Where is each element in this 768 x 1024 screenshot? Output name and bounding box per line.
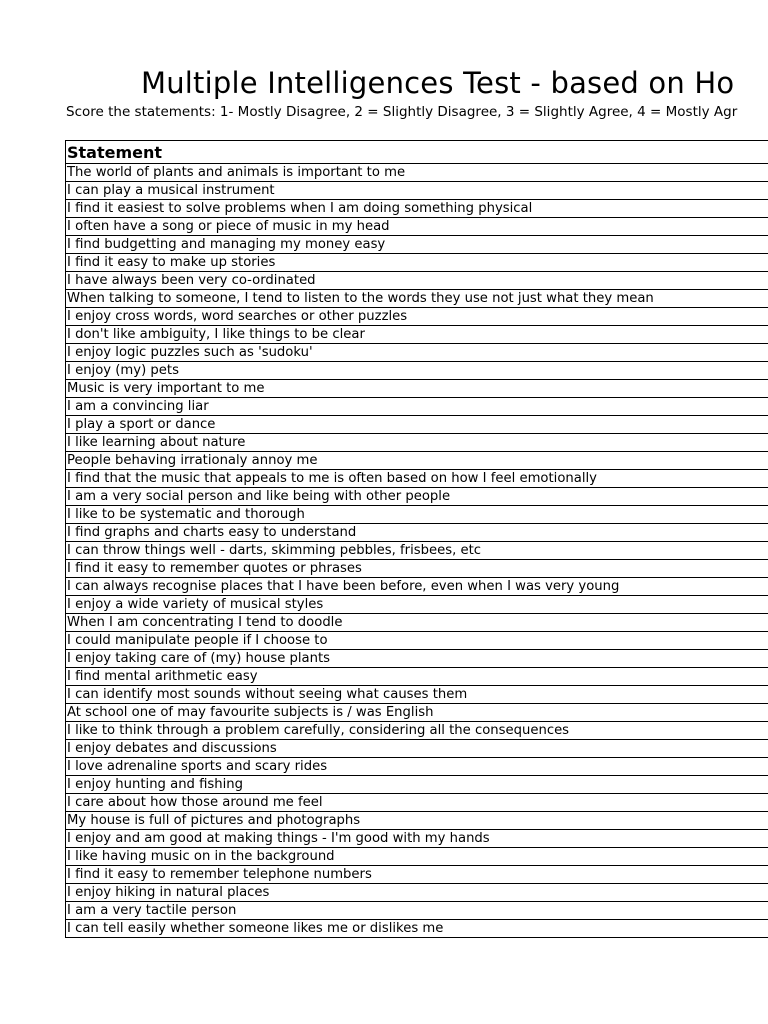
statement-cell: I find graphs and charts easy to understand <box>66 524 768 542</box>
statement-column-header: Statement <box>66 141 768 164</box>
statement-cell: When talking to someone, I tend to listen to the words they use not just what they mean <box>66 290 768 308</box>
table-row <box>66 722 768 740</box>
table-row <box>66 416 768 434</box>
table-row <box>66 164 768 182</box>
statement-cell: I like learning about nature <box>66 434 768 452</box>
statement-cell: I play a sport or dance <box>66 416 768 434</box>
table-row <box>66 704 768 722</box>
scoring-instructions: Score the statements: 1- Mostly Disagree, 2 = Slightly Disagree, 3 = Slightly Agree, 4 = Mostly Agr <box>66 104 738 120</box>
statement-cell: I am a very social person and like being with other people <box>66 488 768 506</box>
statement-cell: I enjoy cross words, word searches or other puzzles <box>66 308 768 326</box>
table-row <box>66 578 768 596</box>
statement-cell: I find mental arithmetic easy <box>66 668 768 686</box>
table-row <box>66 902 768 920</box>
statement-cell: I enjoy debates and discussions <box>66 740 768 758</box>
statement-cell: I enjoy hunting and fishing <box>66 776 768 794</box>
table-row <box>66 560 768 578</box>
table-row <box>66 344 768 362</box>
table-header-row <box>66 141 768 164</box>
statement-cell: I find that the music that appeals to me is often based on how I feel emotionally <box>66 470 768 488</box>
table-row <box>66 380 768 398</box>
statement-cell: Music is very important to me <box>66 380 768 398</box>
statement-rows <box>66 164 768 938</box>
statement-cell: I enjoy (my) pets <box>66 362 768 380</box>
table-row <box>66 290 768 308</box>
statement-cell: I enjoy hiking in natural places <box>66 884 768 902</box>
statement-cell: I can play a musical instrument <box>66 182 768 200</box>
table-row <box>66 182 768 200</box>
table-row <box>66 614 768 632</box>
statement-cell: I find it easiest to solve problems when I am doing something physical <box>66 200 768 218</box>
statement-cell: I find it easy to remember quotes or phrases <box>66 560 768 578</box>
statement-cell: I enjoy logic puzzles such as 'sudoku' <box>66 344 768 362</box>
table-row <box>66 542 768 560</box>
statement-table <box>65 140 768 938</box>
table-row <box>66 326 768 344</box>
statement-cell: I enjoy taking care of (my) house plants <box>66 650 768 668</box>
statement-cell: The world of plants and animals is important to me <box>66 164 768 182</box>
table-row <box>66 884 768 902</box>
table-row <box>66 596 768 614</box>
table-row <box>66 848 768 866</box>
statement-cell: I could manipulate people if I choose to <box>66 632 768 650</box>
statement-cell: I find budgetting and managing my money easy <box>66 236 768 254</box>
statement-cell: At school one of may favourite subjects is / was English <box>66 704 768 722</box>
statement-cell: I am a very tactile person <box>66 902 768 920</box>
statement-cell: I can throw things well - darts, skimming pebbles, frisbees, etc <box>66 542 768 560</box>
table-row <box>66 758 768 776</box>
table-row <box>66 272 768 290</box>
table-row <box>66 470 768 488</box>
statement-cell: I care about how those around me feel <box>66 794 768 812</box>
statement-cell: I like to be systematic and thorough <box>66 506 768 524</box>
table-row <box>66 830 768 848</box>
statement-cell: I often have a song or piece of music in my head <box>66 218 768 236</box>
table-row <box>66 794 768 812</box>
statement-cell: My house is full of pictures and photographs <box>66 812 768 830</box>
statement-cell: I enjoy a wide variety of musical styles <box>66 596 768 614</box>
statement-cell: I enjoy and am good at making things - I'm good with my hands <box>66 830 768 848</box>
table-row <box>66 740 768 758</box>
table-row <box>66 650 768 668</box>
table-row <box>66 920 768 938</box>
table-row <box>66 434 768 452</box>
table-row <box>66 236 768 254</box>
table-row <box>66 254 768 272</box>
statement-cell: I find it easy to make up stories <box>66 254 768 272</box>
statement-cell: I find it easy to remember telephone numbers <box>66 866 768 884</box>
statement-cell: I can tell easily whether someone likes me or dislikes me <box>66 920 768 938</box>
statement-cell: I have always been very co-ordinated <box>66 272 768 290</box>
table-row <box>66 524 768 542</box>
table-row <box>66 308 768 326</box>
statement-cell: People behaving irrationaly annoy me <box>66 452 768 470</box>
table-row <box>66 362 768 380</box>
table-row <box>66 686 768 704</box>
statement-cell: I can always recognise places that I have been before, even when I was very young <box>66 578 768 596</box>
table-row <box>66 488 768 506</box>
statement-cell: I can identify most sounds without seeing what causes them <box>66 686 768 704</box>
table-row <box>66 668 768 686</box>
table-row <box>66 218 768 236</box>
statement-cell: I don't like ambiguity, I like things to be clear <box>66 326 768 344</box>
statement-cell: I like to think through a problem carefully, considering all the consequences <box>66 722 768 740</box>
statement-cell: I like having music on in the background <box>66 848 768 866</box>
statement-cell: I love adrenaline sports and scary rides <box>66 758 768 776</box>
table-row <box>66 506 768 524</box>
table-row <box>66 200 768 218</box>
table-row <box>66 632 768 650</box>
table-row <box>66 452 768 470</box>
table-row <box>66 776 768 794</box>
table-row <box>66 866 768 884</box>
page-title: Multiple Intelligences Test - based on Ho <box>141 66 735 100</box>
table-row <box>66 398 768 416</box>
statement-cell: I am a convincing liar <box>66 398 768 416</box>
statement-cell: When I am concentrating I tend to doodle <box>66 614 768 632</box>
table-row <box>66 812 768 830</box>
